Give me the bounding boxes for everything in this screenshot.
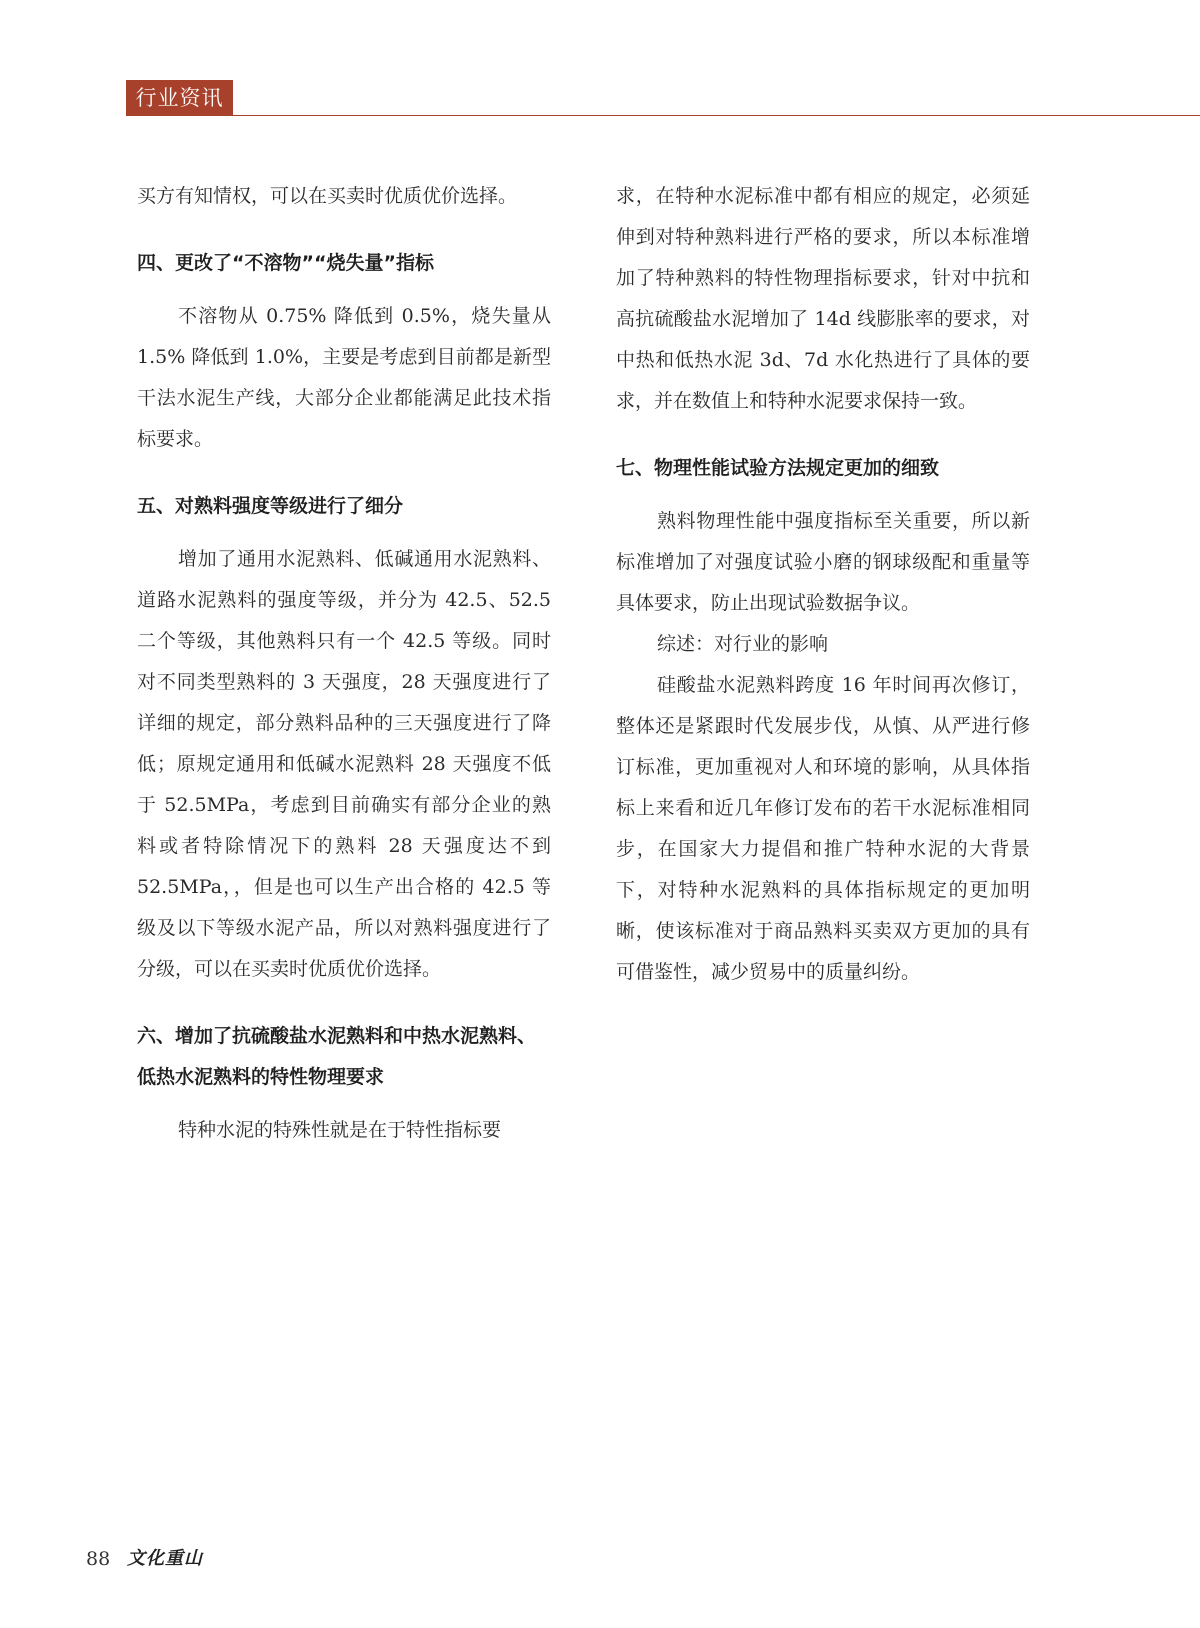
page-number: 88 [86,1548,111,1570]
paragraph: 不溶物从 0.75% 降低到 0.5%，烧失量从 1.5% 降低到 1.0%，主要是考虑到目前都是新型干法水泥生产线，大部分企业都能满足此技术指标要求。 [137,305,551,450]
paragraph: 熟料物理性能中强度指标至关重要，所以新标准增加了对强度试验小磨的钢球级配和重量等具体要求，防止出现试验数据争议。 [616,510,1030,614]
summary-heading: 综述：对行业的影响 [657,633,829,655]
right-column [616,176,1030,993]
section-heading-7: 七、物理性能试验方法规定更加的细致 [616,457,940,479]
paragraph: 增加了通用水泥熟料、低碱通用水泥熟料、道路水泥熟料的强度等级，并分为 42.5、52.5 二个等级，其他熟料只有一个 42.5 等级。同时对不同类型熟料的 3 天强度，28 天强度进行了详细的规定，部分熟料品种的三天强度进行了降低；原规定通用和低碱水泥熟料 28 天强度不低于 52.5MPa，考虑到目前确实有部分企业的熟料或者特除情况下的熟料 28 天强度达不到 52.5MPa，，但是也可以生产出合格的 42.5 等级及以下等级水泥产品，所以对熟料强度进行了分级，可以在买卖时优质优价选择。 [137,548,551,980]
header-rule [126,115,1200,116]
paragraph-continuation: 求，在特种水泥标准中都有相应的规定，必须延伸到对特种熟料进行严格的要求，所以本标准增加了特种熟料的特性物理指标要求，针对中抗和高抗硫酸盐水泥增加了 14d 线膨胀率的要求，对中热和低热水泥 3d、7d 水化热进行了具体的要求，并在数值上和特种水泥要求保持一致。 [616,185,1030,412]
paragraph: 特种水泥的特殊性就是在于特性指标要 [178,1119,502,1141]
paragraph: 硅酸盐水泥熟料跨度 16 年时间再次修订，整体还是紧跟时代发展步伐，从慎、从严进行修订标准，更加重视对人和环境的影响，从具体指标上来看和近几年修订发布的若干水泥标准相同步，在国家大力提倡和推广特种水泥的大背景下，对特种水泥熟料的具体指标规定的更加明晰，使该标准对于商品熟料买卖双方更加的具有可借鉴性，减少贸易中的质量纠纷。 [616,674,1030,983]
magazine-logo: 文化重山 [127,1548,203,1569]
left-column [137,176,551,1151]
paragraph-continuation: 买方有知情权，可以在买卖时优质优价选择。 [137,185,518,207]
section-heading-5: 五、对熟料强度等级进行了细分 [137,495,404,517]
section-heading-4: 四、更改了“不溶物”“烧失量”指标 [137,252,434,274]
section-tag: 行业资讯 [126,80,233,116]
section-heading-6: 六、增加了抗硫酸盐水泥熟料和中热水泥熟料、低热水泥熟料的特性物理要求 [137,1025,537,1088]
